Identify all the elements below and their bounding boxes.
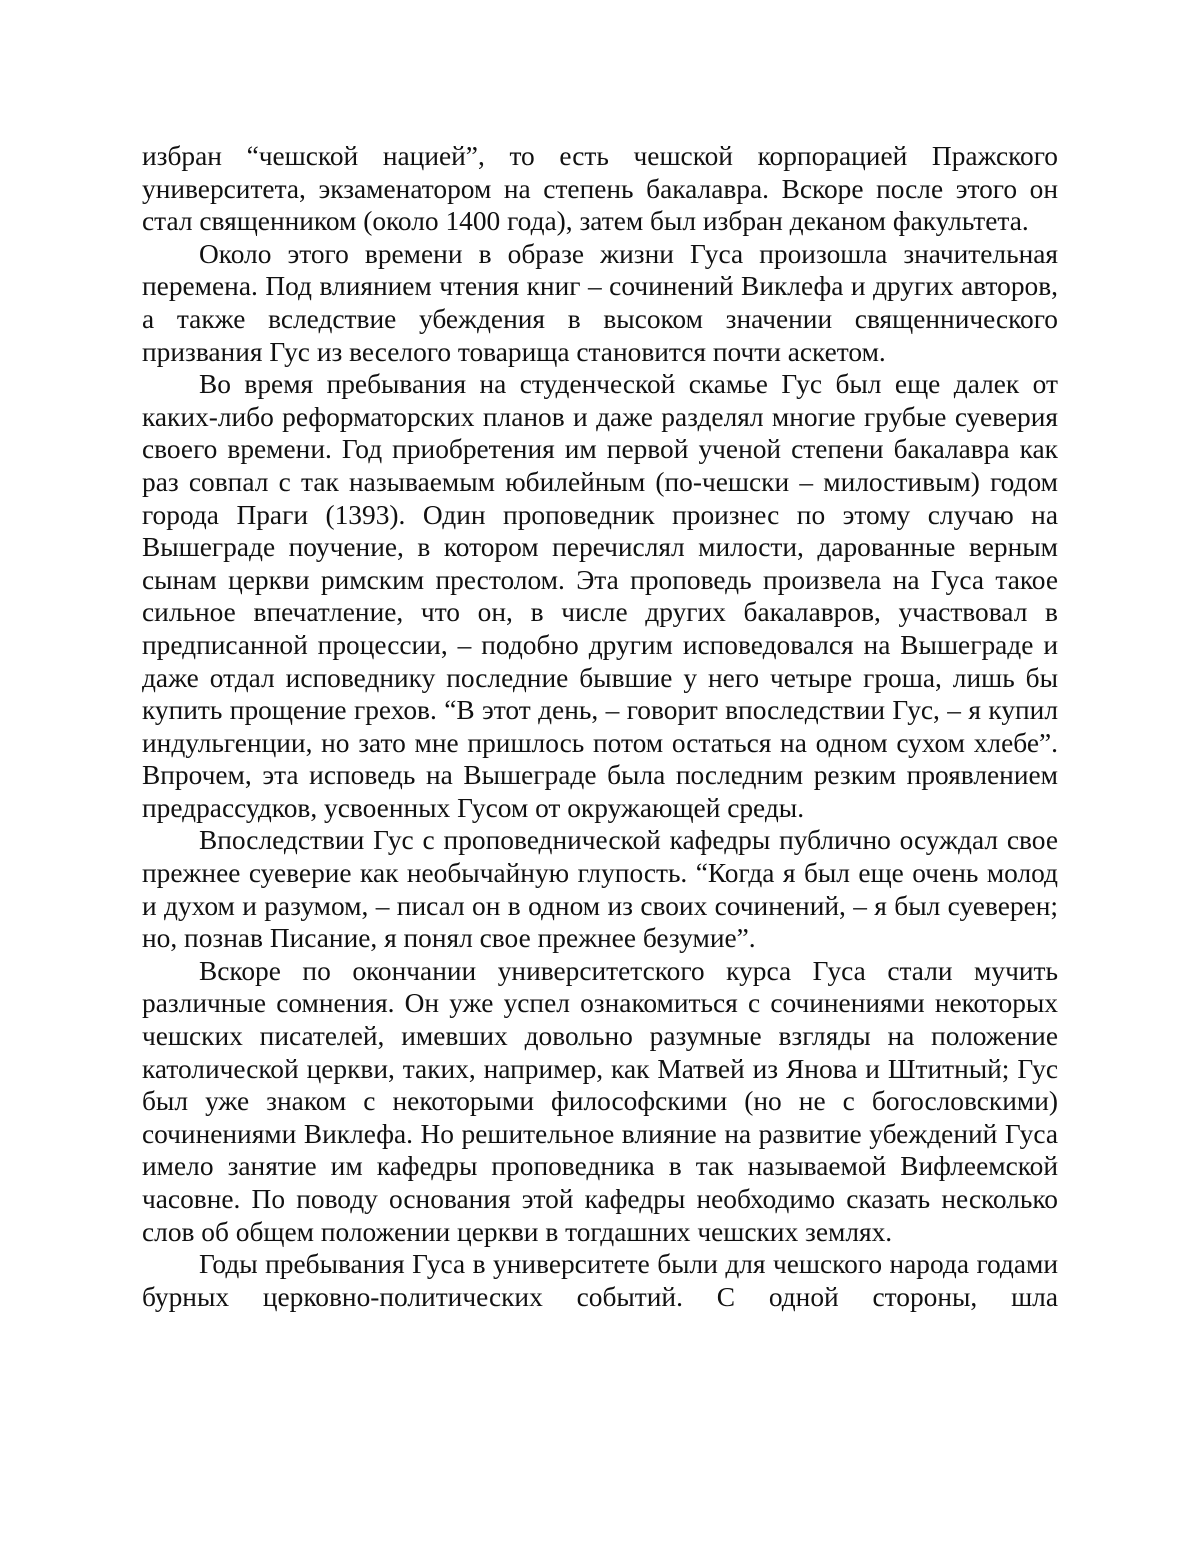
paragraph-5: Вскоре по окончании университетского курса Гуса стали мучить различные сомнения. Он уже успел ознакомиться с сочинениями некоторых чешских писателей, имевших довольно разумные взгляды на положение католической церкви, таких, например, как Матвей из Янова и Штитный; Гус был уже знаком с некоторыми философскими (но не с богословскими) сочинениями Виклефа. Но решительное влияние на развитие убеждений Гуса имело занятие им кафедры проповедника в так называемой Вифлеемской часовне. По поводу основания этой кафедры необходимо сказать несколько слов об общем положении церкви в тогдашних чешских землях. xyxy=(142,955,1058,1247)
paragraph-4: Впоследствии Гус с проповеднической кафедры публично осуждал свое прежнее суеверие как необычайную глупость. “Когда я был еще очень молод и духом и разумом, – писал он в одном из своих сочинений, – я был суеверен; но, познав Писание, я понял свое прежнее безумие”. xyxy=(142,825,1058,954)
paragraph-6: Годы пребывания Гуса в университете были для чешского народа годами бурных церковно-политических событий. С одной стороны, шла xyxy=(142,1249,1058,1312)
paragraph-3: Во время пребывания на студенческой скамье Гус был еще далек от каких-либо реформаторских планов и даже разделял многие грубые суеверия своего времени. Год приобретения им первой ученой степени бакалавра как раз совпал с так называемым юбилейным (по-чешски – милостивым) годом города Праги (1393). Один проповедник произнес по этому случаю на Вышеграде поучение, в котором перечислял милости, дарованные верным сынам церкви римским престолом. Эта проповедь произвела на Гуса такое сильное впечатление, что он, в числе других бакалавров, участвовал в предписанной процессии, – подобно другим исповедовался на Вышеграде и даже отдал исповеднику последние бывшие у него четыре гроша, лишь бы купить прощение грехов. “В этот день, – говорит впоследствии Гус, – я купил индульгенции, но зато мне пришлось потом остаться на одном сухом хлебе”. Впрочем, эта исповедь на Вышеграде была последним резким проявлением предрассудков, усвоенных Гусом от окружающей среды. xyxy=(142,369,1058,823)
document-page xyxy=(142,140,1058,1313)
paragraph-2: Около этого времени в образе жизни Гуса произошла значительная перемена. Под влиянием чтения книг – сочинений Виклефа и других авторов, а также вследствие убеждения в высоком значении священнического призвания Гус из веселого товарища становится почти аскетом. xyxy=(142,238,1058,367)
paragraph-1: избран “чешской нацией”, то есть чешской корпорацией Пражского университета, экзаменатором на степень бакалавра. Вскоре после этого он стал священником (около 1400 года), затем был избран деканом факультета. xyxy=(142,141,1058,237)
